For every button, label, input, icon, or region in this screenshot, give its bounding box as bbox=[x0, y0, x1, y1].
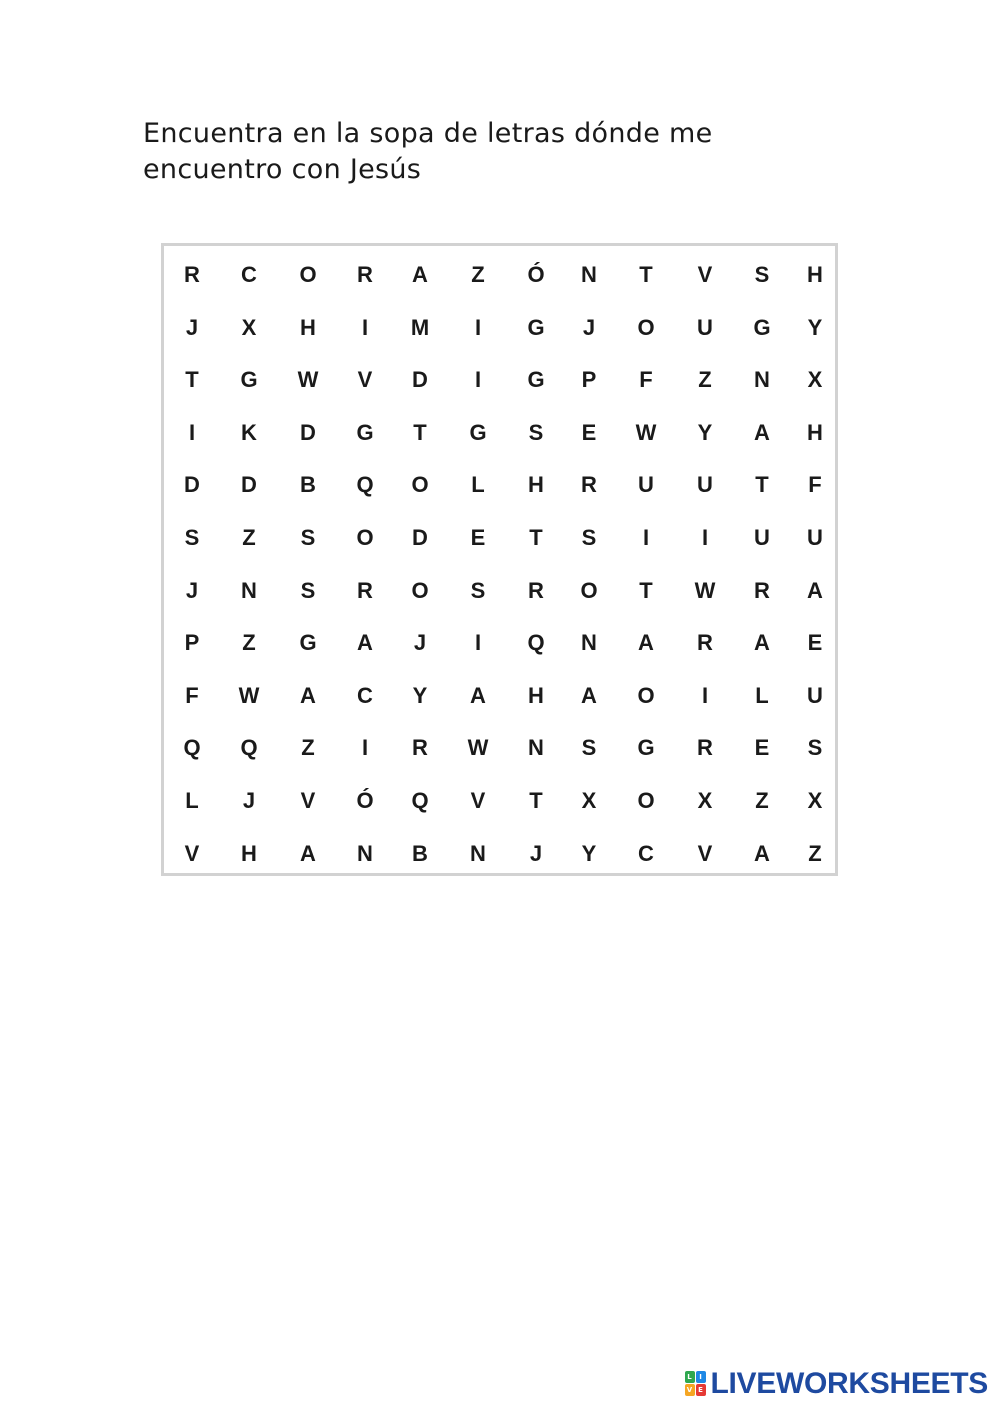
word-search-letters bbox=[164, 246, 835, 873]
grid-letter[interactable]: W bbox=[694, 577, 716, 603]
grid-letter[interactable]: P bbox=[184, 630, 200, 656]
grid-row bbox=[164, 834, 835, 874]
liveworksheets-logo-icon bbox=[685, 1371, 707, 1397]
grid-letter[interactable]: O bbox=[637, 682, 655, 708]
grid-letter[interactable]: G bbox=[527, 314, 545, 340]
grid-letter[interactable]: R bbox=[697, 735, 713, 761]
grid-letter[interactable]: I bbox=[361, 314, 369, 340]
grid-letter[interactable]: S bbox=[528, 419, 544, 445]
grid-letter[interactable]: A bbox=[412, 262, 428, 287]
grid-letter[interactable]: J bbox=[529, 840, 543, 866]
grid-letter[interactable]: X bbox=[807, 788, 823, 813]
grid-letter[interactable]: J bbox=[242, 788, 256, 813]
logo-letter: E bbox=[696, 1384, 706, 1396]
grid-letter[interactable]: N bbox=[357, 840, 373, 866]
grid-letter[interactable]: J bbox=[413, 630, 427, 656]
grid-row bbox=[164, 518, 835, 558]
grid-letter[interactable]: J bbox=[185, 577, 199, 603]
grid-letter[interactable]: L bbox=[755, 682, 769, 708]
grid-letter[interactable]: T bbox=[529, 525, 543, 550]
grid-letter[interactable]: T bbox=[529, 788, 543, 813]
grid-row bbox=[164, 623, 835, 663]
grid-letter[interactable]: A bbox=[754, 630, 770, 656]
grid-letter[interactable]: S bbox=[581, 525, 597, 550]
grid-letter[interactable]: W bbox=[467, 735, 489, 761]
grid-letter[interactable]: Q bbox=[527, 630, 545, 656]
grid-letter[interactable]: R bbox=[581, 472, 597, 498]
grid-letter[interactable]: I bbox=[474, 630, 482, 656]
liveworksheets-branding bbox=[685, 1367, 989, 1401]
grid-letter[interactable]: R bbox=[412, 735, 428, 761]
grid-letter[interactable]: X bbox=[241, 314, 257, 340]
grid-letter[interactable]: H bbox=[528, 682, 544, 708]
grid-letter[interactable]: V bbox=[470, 788, 486, 813]
grid-letter[interactable]: Ó bbox=[527, 262, 545, 287]
grid-letter[interactable]: K bbox=[241, 419, 257, 445]
grid-letter[interactable]: V bbox=[184, 840, 200, 866]
grid-letter[interactable]: Y bbox=[412, 682, 428, 708]
grid-letter[interactable]: D bbox=[412, 367, 428, 393]
grid-letter[interactable]: H bbox=[807, 262, 823, 287]
grid-letter[interactable]: X bbox=[581, 788, 597, 813]
grid-letter[interactable]: N bbox=[528, 735, 544, 761]
grid-letter[interactable]: M bbox=[410, 314, 430, 340]
grid-letter[interactable]: W bbox=[238, 682, 260, 708]
grid-letter[interactable]: E bbox=[807, 630, 823, 656]
grid-letter[interactable]: O bbox=[411, 472, 429, 498]
grid-letter[interactable]: Z bbox=[242, 630, 256, 656]
grid-letter[interactable]: U bbox=[697, 314, 713, 340]
grid-letter[interactable]: Y bbox=[807, 314, 823, 340]
grid-letter[interactable]: H bbox=[528, 472, 544, 498]
grid-letter[interactable]: A bbox=[754, 840, 770, 866]
grid-letter[interactable]: T bbox=[755, 472, 769, 498]
grid-letter[interactable]: C bbox=[638, 840, 654, 866]
brand-text: LIVEWORKSHEETS bbox=[710, 1367, 988, 1400]
word-search-grid bbox=[161, 243, 838, 876]
grid-letter[interactable]: Q bbox=[411, 788, 429, 813]
grid-letter[interactable]: Ó bbox=[356, 788, 374, 813]
grid-letter[interactable]: E bbox=[754, 735, 770, 761]
grid-letter[interactable]: X bbox=[697, 788, 713, 813]
grid-letter[interactable]: H bbox=[300, 314, 316, 340]
grid-letter[interactable]: U bbox=[697, 472, 713, 498]
grid-letter[interactable]: D bbox=[241, 472, 257, 498]
grid-letter[interactable]: N bbox=[754, 367, 770, 393]
grid-letter[interactable]: I bbox=[701, 525, 709, 550]
grid-letter[interactable]: I bbox=[361, 735, 369, 761]
grid-letter[interactable]: C bbox=[241, 262, 257, 287]
grid-letter[interactable]: H bbox=[241, 840, 257, 866]
grid-letter[interactable]: T bbox=[185, 367, 199, 393]
grid-row bbox=[164, 308, 835, 348]
grid-letter[interactable]: Z bbox=[471, 262, 485, 287]
grid-letter[interactable]: R bbox=[697, 630, 713, 656]
grid-letter[interactable]: G bbox=[527, 367, 545, 393]
grid-letter[interactable]: N bbox=[470, 840, 486, 866]
grid-letter[interactable]: R bbox=[357, 577, 373, 603]
grid-letter[interactable]: I bbox=[474, 314, 482, 340]
grid-letter[interactable]: U bbox=[807, 525, 823, 550]
logo-letter: L bbox=[685, 1371, 695, 1383]
grid-row bbox=[164, 781, 835, 821]
grid-letter[interactable]: V bbox=[357, 367, 373, 393]
grid-letter[interactable]: O bbox=[411, 577, 429, 603]
grid-letter[interactable]: Q bbox=[183, 735, 201, 761]
grid-letter[interactable]: O bbox=[299, 262, 317, 287]
grid-letter[interactable]: A bbox=[470, 682, 486, 708]
grid-letter[interactable]: A bbox=[754, 419, 770, 445]
instructions-line-1: Encuentra en la sopa de letras dónde me bbox=[143, 118, 713, 149]
grid-letter[interactable]: N bbox=[581, 630, 597, 656]
grid-letter[interactable]: I bbox=[474, 367, 482, 393]
grid-letter[interactable]: C bbox=[357, 682, 373, 708]
grid-letter[interactable]: A bbox=[807, 577, 823, 603]
grid-letter[interactable]: J bbox=[582, 314, 596, 340]
grid-letter[interactable]: H bbox=[807, 419, 823, 445]
grid-letter[interactable]: Z bbox=[301, 735, 315, 761]
grid-letter[interactable]: O bbox=[637, 788, 655, 813]
grid-letter[interactable]: L bbox=[471, 472, 485, 498]
grid-letter[interactable]: S bbox=[470, 577, 486, 603]
grid-row bbox=[164, 465, 835, 505]
grid-letter[interactable]: N bbox=[241, 577, 257, 603]
grid-letter[interactable]: R bbox=[754, 577, 770, 603]
grid-letter[interactable]: X bbox=[807, 367, 823, 393]
grid-letter[interactable]: A bbox=[300, 682, 316, 708]
grid-letter[interactable]: Z bbox=[242, 525, 256, 550]
grid-letter[interactable]: D bbox=[184, 472, 200, 498]
grid-letter[interactable]: G bbox=[637, 735, 655, 761]
grid-letter[interactable]: Z bbox=[755, 788, 769, 813]
grid-letter[interactable]: I bbox=[642, 525, 650, 550]
grid-letter[interactable]: S bbox=[184, 525, 200, 550]
instructions bbox=[143, 116, 843, 188]
grid-letter[interactable]: O bbox=[580, 577, 598, 603]
grid-letter[interactable]: G bbox=[356, 419, 374, 445]
grid-letter[interactable]: F bbox=[185, 682, 199, 708]
grid-letter[interactable]: U bbox=[754, 525, 770, 550]
grid-letter[interactable]: B bbox=[412, 840, 428, 866]
grid-letter[interactable]: O bbox=[356, 525, 374, 550]
grid-letter[interactable]: B bbox=[300, 472, 316, 498]
grid-letter[interactable]: R bbox=[184, 262, 200, 287]
grid-letter[interactable]: G bbox=[469, 419, 487, 445]
grid-letter[interactable]: R bbox=[528, 577, 544, 603]
grid-row bbox=[164, 728, 835, 768]
grid-letter[interactable]: W bbox=[635, 419, 657, 445]
grid-letter[interactable]: Q bbox=[356, 472, 374, 498]
grid-row bbox=[164, 413, 835, 453]
grid-letter[interactable]: S bbox=[300, 577, 316, 603]
grid-letter[interactable]: A bbox=[357, 630, 373, 656]
grid-letter[interactable]: Y bbox=[697, 419, 713, 445]
grid-letter[interactable]: O bbox=[637, 314, 655, 340]
grid-letter[interactable]: N bbox=[581, 262, 597, 287]
grid-letter[interactable]: I bbox=[188, 419, 196, 445]
instructions-line-2: encuentro con Jesús bbox=[143, 154, 422, 185]
logo-letter: V bbox=[685, 1384, 695, 1396]
grid-letter[interactable]: F bbox=[808, 472, 822, 498]
grid-row bbox=[164, 255, 835, 295]
grid-letter[interactable]: S bbox=[807, 735, 823, 761]
grid-letter[interactable]: J bbox=[185, 314, 199, 340]
grid-letter[interactable]: A bbox=[638, 630, 654, 656]
grid-letter[interactable]: D bbox=[300, 419, 316, 445]
grid-letter[interactable]: L bbox=[185, 788, 199, 813]
grid-row bbox=[164, 571, 835, 611]
grid-letter[interactable]: T bbox=[639, 262, 653, 287]
grid-letter[interactable]: E bbox=[581, 419, 597, 445]
grid-letter[interactable]: Z bbox=[808, 840, 822, 866]
grid-letter[interactable]: Q bbox=[240, 735, 258, 761]
grid-letter[interactable]: D bbox=[412, 525, 428, 550]
grid-letter[interactable]: A bbox=[300, 840, 316, 866]
grid-letter[interactable]: I bbox=[701, 682, 709, 708]
grid-letter[interactable]: V bbox=[697, 262, 713, 287]
grid-letter[interactable]: W bbox=[297, 367, 319, 393]
grid-letter[interactable]: T bbox=[413, 419, 427, 445]
grid-row bbox=[164, 676, 835, 716]
grid-letter[interactable]: E bbox=[470, 525, 486, 550]
grid-letter[interactable]: U bbox=[638, 472, 654, 498]
grid-letter[interactable]: V bbox=[300, 788, 316, 813]
grid-letter[interactable]: S bbox=[581, 735, 597, 761]
grid-letter[interactable]: R bbox=[357, 262, 373, 287]
grid-letter[interactable]: S bbox=[754, 262, 770, 287]
grid-letter[interactable]: U bbox=[807, 682, 823, 708]
grid-letter[interactable]: T bbox=[639, 577, 653, 603]
grid-letter[interactable]: A bbox=[581, 682, 597, 708]
grid-row bbox=[164, 360, 835, 400]
grid-letter[interactable]: Z bbox=[698, 367, 712, 393]
grid-letter[interactable]: G bbox=[299, 630, 317, 656]
grid-letter[interactable]: S bbox=[300, 525, 316, 550]
grid-letter[interactable]: F bbox=[639, 367, 653, 393]
grid-letter[interactable]: V bbox=[697, 840, 713, 866]
logo-letter: I bbox=[696, 1371, 706, 1383]
grid-letter[interactable]: G bbox=[753, 314, 771, 340]
grid-letter[interactable]: G bbox=[240, 367, 258, 393]
grid-letter[interactable]: Y bbox=[581, 840, 597, 866]
grid-letter[interactable]: P bbox=[581, 367, 597, 393]
